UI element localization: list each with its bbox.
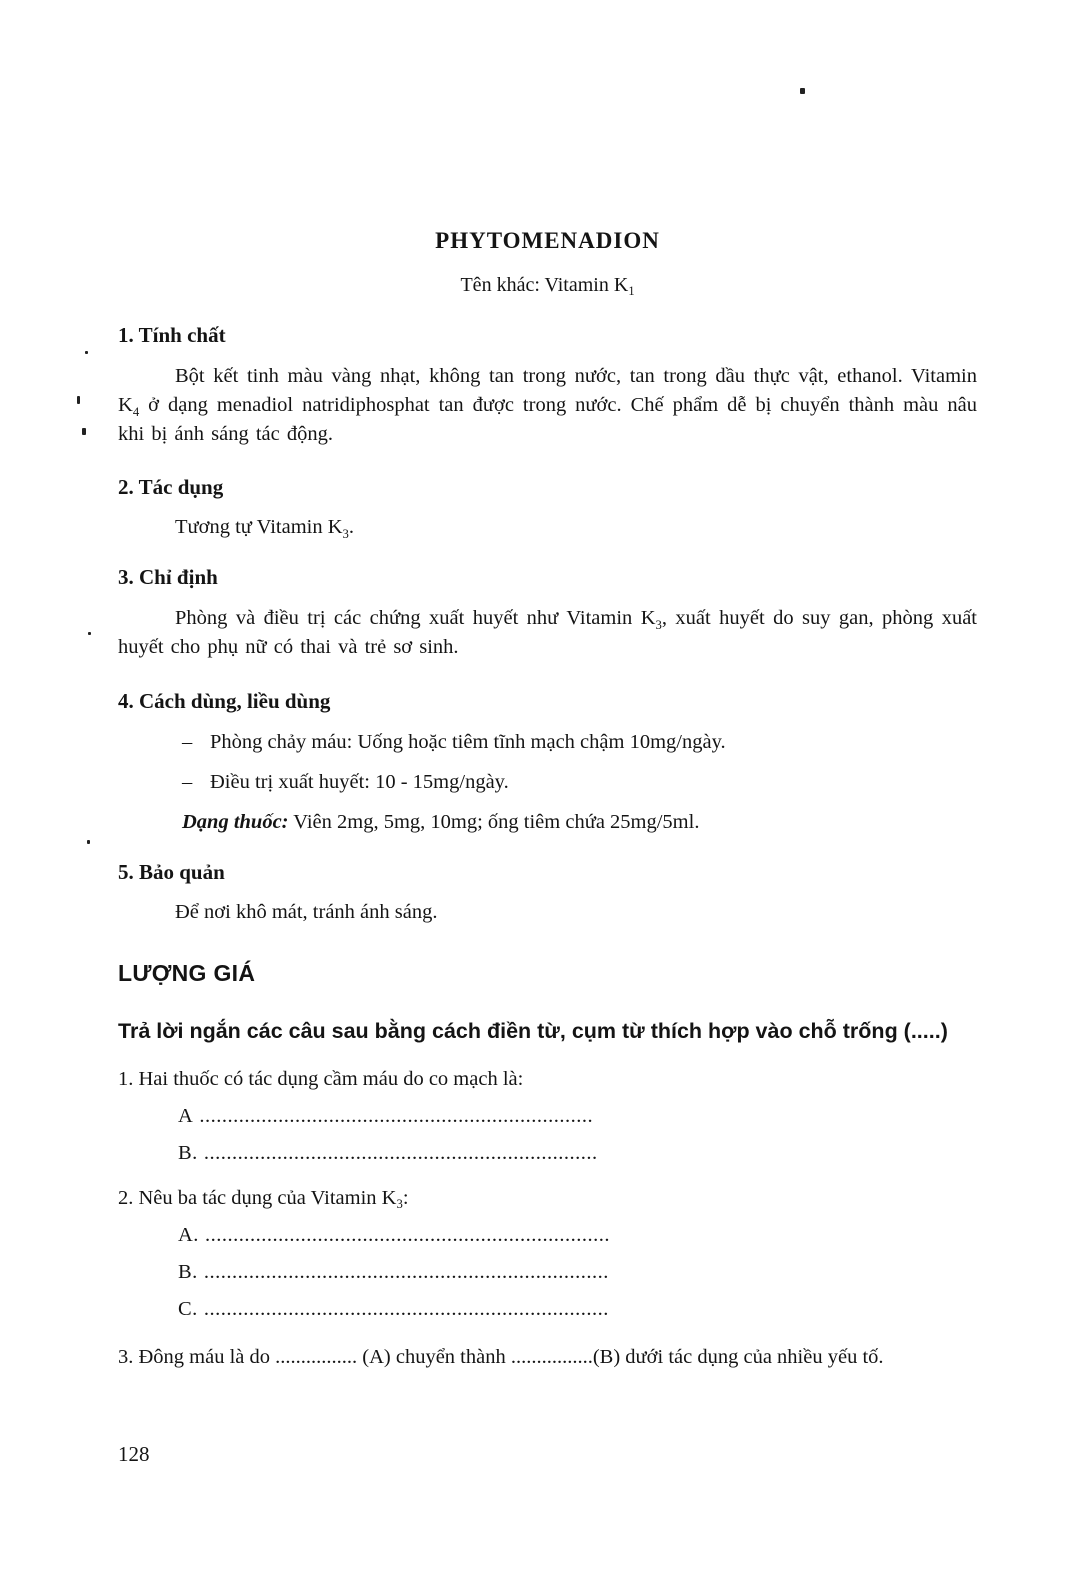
dotted-fill-line: ........................................................................: [203, 1260, 609, 1283]
blank-label: B.: [178, 1141, 198, 1164]
question-2-text: 2. Nêu ba tác dụng của Vitamin K: [118, 1186, 397, 1209]
section-5-heading: 5. Bảo quản: [118, 859, 225, 884]
section-1-heading: 1. Tính chất: [118, 323, 226, 347]
quiz-heading: LƯỢNG GIÁ: [118, 959, 256, 986]
doc-subtitle: [118, 274, 977, 297]
section-4-heading: 4. Cách dùng, liều dùng: [118, 688, 331, 713]
scan-speck: [88, 632, 91, 635]
scan-speck: [77, 396, 80, 404]
dash-bullet: –: [182, 730, 193, 753]
subtitle-subscript: 1: [628, 284, 635, 299]
answer-blank-2a: [178, 1224, 977, 1247]
dosage-forms-text: Viên 2mg, 5mg, 10mg; ống tiêm chứa 25mg/5ml.: [288, 810, 700, 833]
dosage-bullet-prevention: [182, 731, 977, 754]
blank-label: C.: [178, 1297, 198, 1320]
section-3-text: Phòng và điều trị các chứng xuất huyết như Vitamin K: [175, 607, 656, 630]
blank-label: A.: [178, 1223, 199, 1246]
answer-blank-1b: [178, 1142, 977, 1165]
section-1-text: ở dạng menadiol natridiphosphat tan được trong nước. Chế phẩm dễ bị chuyển thành màu nâu khi bị ánh sáng tác động.: [118, 394, 977, 446]
section-5-paragraph: Để nơi khô mát, tránh ánh sáng.: [175, 900, 438, 923]
section-3-paragraph: [118, 604, 977, 662]
bullet-text: Phòng chảy máu: Uống hoặc tiêm tĩnh mạch chậm 10mg/ngày.: [210, 730, 726, 753]
dosage-forms-line: [182, 811, 977, 834]
section-1-paragraph: [118, 362, 977, 449]
section-3-text: , xuất huyết do suy gan, phòng xuất huyết cho phụ nữ có thai và trẻ sơ sinh.: [118, 607, 977, 659]
vitamin-k3-subscript: 3: [342, 526, 349, 541]
question-2: [118, 1187, 977, 1210]
section-1-text: Bột kết tinh màu vàng nhạt, không tan trong nước, tan trong dầu thực vật, ethanol. Vitamin K: [118, 365, 977, 417]
question-3-text: (B) dưới tác dụng của nhiều yếu tố.: [592, 1345, 884, 1368]
question-1: 1. Hai thuốc có tác dụng cầm máu do co mạch là:: [118, 1067, 524, 1090]
dotted-fill-line: ......................................................................: [199, 1104, 594, 1127]
dosage-bullet-treatment: [182, 771, 977, 794]
document-content: [118, 0, 977, 1371]
dosage-forms-label: Dạng thuốc:: [182, 810, 289, 833]
blank-label: B.: [178, 1260, 198, 1283]
quiz-instruction: Trả lời ngắn các câu sau bằng cách điền từ, cụm từ thích hợp vào chỗ trống (.....): [118, 1018, 948, 1043]
question-3: [118, 1343, 977, 1372]
vitamin-k4-subscript: 4: [132, 404, 140, 419]
answer-blank-2c: [178, 1298, 977, 1321]
vitamin-k3-subscript: 3: [655, 617, 662, 632]
dotted-fill-line: ........................................................................: [203, 1297, 609, 1320]
section-2-heading: 2. Tác dụng: [118, 475, 224, 500]
bullet-text: Điều trị xuất huyết: 10 - 15mg/ngày.: [210, 770, 509, 793]
question-3-text: (A) chuyển thành: [357, 1345, 511, 1368]
section-2-text: .: [348, 516, 355, 539]
question-3-text: 3. Đông máu là do: [118, 1345, 276, 1368]
dotted-fill-line: ......................................................................: [203, 1141, 598, 1164]
section-2-paragraph: [175, 516, 977, 539]
blank-label: A: [178, 1104, 194, 1127]
vitamin-k3-subscript: 3: [396, 1197, 403, 1211]
dash-bullet: –: [182, 770, 193, 793]
dotted-fill-inline: ................: [510, 1345, 593, 1368]
scan-speck: [85, 351, 88, 354]
answer-blank-1a: [178, 1105, 977, 1128]
answer-blank-2b: [178, 1261, 977, 1284]
scan-speck: [82, 428, 86, 435]
subtitle-text: Tên khác: Vitamin K: [460, 274, 629, 296]
question-2-text: :: [402, 1186, 409, 1209]
page-title: PHYTOMENADION: [435, 228, 660, 253]
dotted-fill-line: ........................................................................: [204, 1223, 610, 1246]
page-number: 128: [118, 1442, 150, 1466]
section-3-heading: 3. Chỉ định: [118, 565, 218, 590]
dotted-fill-inline: ................: [275, 1345, 358, 1368]
scan-speck: [87, 840, 90, 844]
section-2-text: Tương tự Vitamin K: [175, 516, 343, 539]
